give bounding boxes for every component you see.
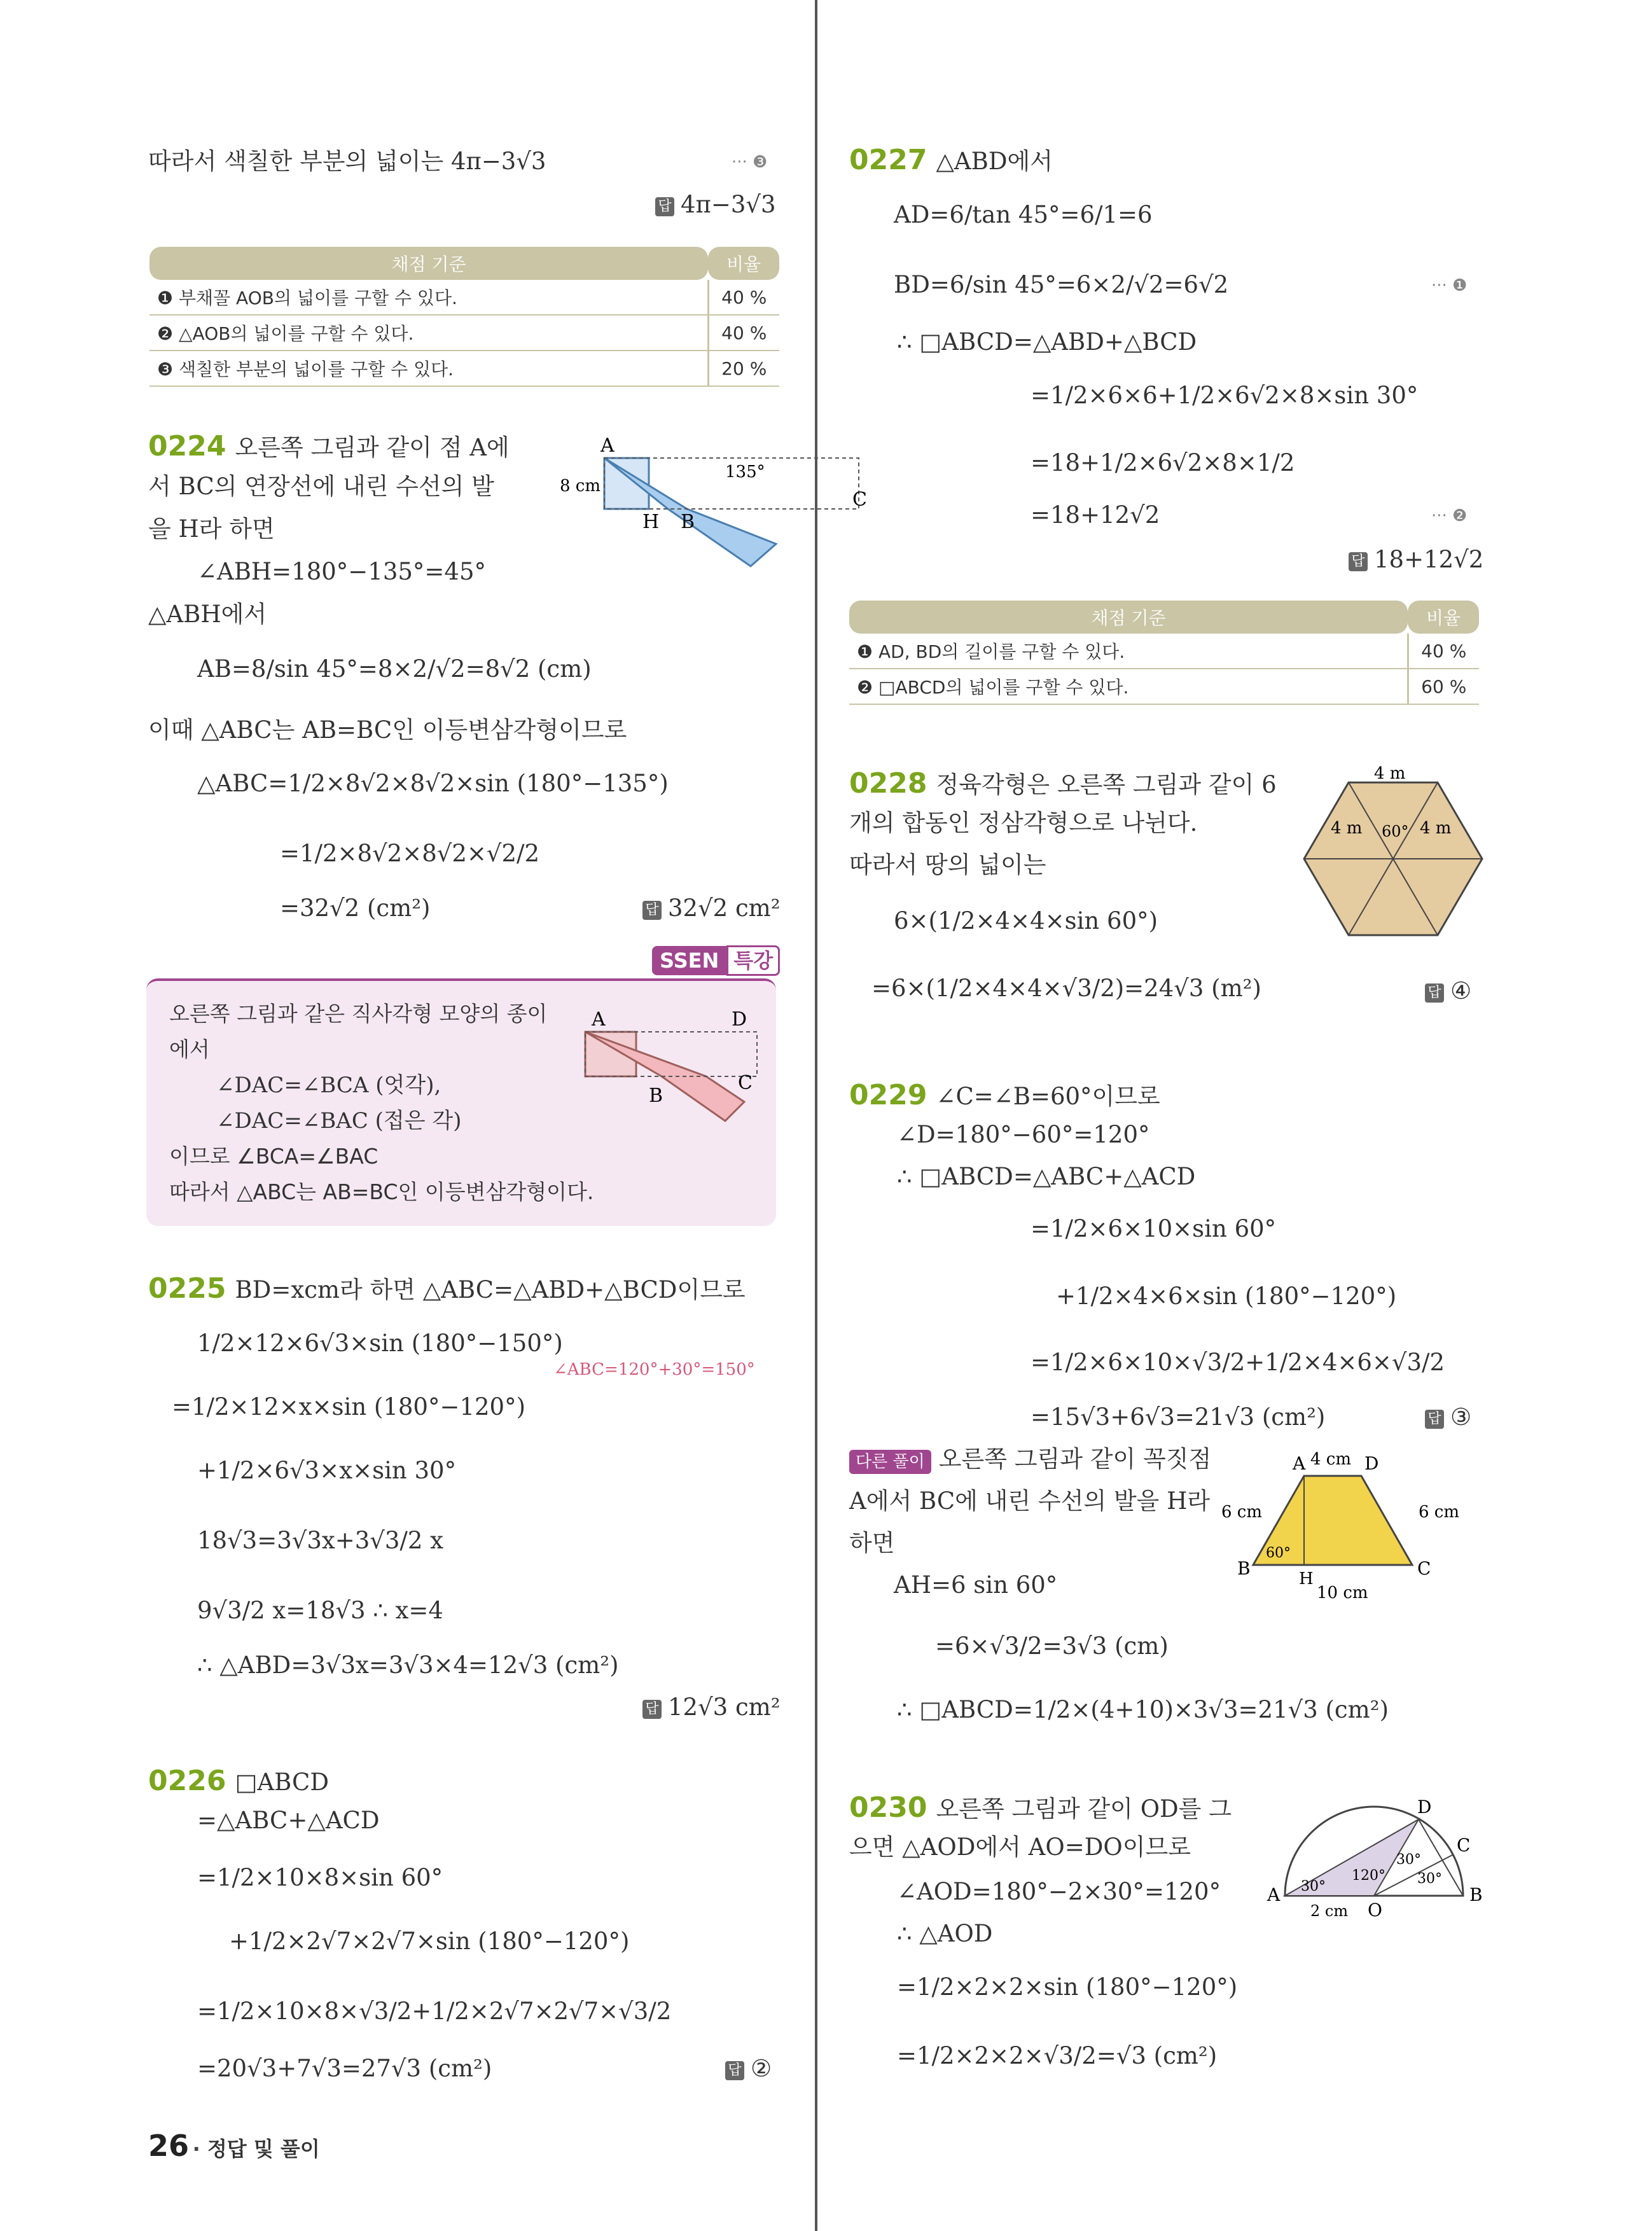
- fig-label: A: [592, 1008, 606, 1031]
- fig-label: 4 m: [1331, 819, 1363, 838]
- fig-label: 30°: [1396, 1852, 1421, 1868]
- alt-solution: 다른 풀이 오른쪽 그림과 같이 꼭짓점: [849, 1445, 1211, 1473]
- fig-label: C: [852, 489, 867, 511]
- text-line: ∴ △ABD=3√3x=3√3×4=12√3 (cm²): [197, 1651, 619, 1679]
- text-line: =1/2×2×2×sin (180°−120°): [897, 1973, 1238, 2001]
- answer: 답 ④: [1425, 977, 1471, 1004]
- text-line: ∴ □ABCD=△ABC+△ACD: [897, 1163, 1196, 1190]
- table-row: ❶ 부채꼴 AOB의 넓이를 구할 수 있다. 40 %: [149, 280, 779, 315]
- fig-label: D: [1417, 1797, 1432, 1817]
- text-line: =20√3+7√3=27√3 (cm²): [197, 2055, 492, 2082]
- fig-label: C: [738, 1072, 753, 1094]
- text-line: =15√3+6√3=21√3 (cm²): [1031, 1403, 1326, 1431]
- text-line: 오른쪽 그림과 같은 직사각형 모양의 종이: [169, 1001, 548, 1026]
- problem-0226: 0226 □ABCD: [148, 1765, 329, 1797]
- step-marker: ··· ❸: [732, 153, 768, 172]
- answer-icon: 답: [1349, 552, 1368, 571]
- fig-label: H: [1299, 1569, 1314, 1588]
- text-line: A에서 BC에 내린 수선의 발을 H라: [849, 1487, 1211, 1515]
- fig-label: C: [1457, 1835, 1471, 1856]
- text-line: △ABH에서: [148, 601, 267, 628]
- text-line: +1/2×6√3×x×sin 30°: [197, 1457, 457, 1484]
- page-title: 정답 및 풀이: [207, 2137, 320, 2161]
- fig-label: 60°: [1382, 823, 1409, 840]
- text-line: 이때 △ABC는 AB=BC인 이등변삼각형이므로: [148, 716, 627, 744]
- answer: 답 ③: [1425, 1403, 1471, 1431]
- fig-label: D: [1364, 1453, 1379, 1474]
- text-line: 따라서 △ABC는 AB=BC인 이등변삼각형이다.: [169, 1179, 594, 1204]
- fig-label: 135°: [725, 462, 765, 482]
- text-line: 을 H라 하면: [148, 515, 275, 543]
- text-line: =6×(1/2×4×4×√3/2)=24√3 (m²): [871, 975, 1261, 1002]
- text-line: =1/2×2×2×√3/2=√3 (cm²): [897, 2042, 1218, 2069]
- page-number: 26: [148, 2129, 190, 2163]
- step-marker: ··· ❷: [1431, 506, 1468, 525]
- text-line: =1/2×10×8×√3/2+1/2×2√7×2√7×√3/2: [197, 1998, 672, 2025]
- tip-box: [146, 978, 776, 1226]
- problem-0228: 0228 정육각형은 오른쪽 그림과 같이 6: [849, 767, 1277, 800]
- text-line: =1/2×12×x×sin (180°−120°): [172, 1393, 526, 1421]
- fig-label: D: [732, 1008, 747, 1031]
- fig-label: O: [1368, 1900, 1382, 1921]
- grading-table: [849, 601, 1479, 705]
- fig-label: 10 cm: [1317, 1583, 1368, 1602]
- text-line: =△ABC+△ACD: [197, 1807, 380, 1834]
- column-divider: [815, 0, 817, 2231]
- figure-0224: [541, 433, 867, 573]
- text-line: =1/2×10×8×sin 60°: [197, 1864, 443, 1891]
- grading-header-pct: 비율: [708, 247, 779, 280]
- text-line: 에서: [169, 1037, 210, 1062]
- answer-icon: 답: [642, 1700, 662, 1719]
- fig-label: C: [1417, 1558, 1431, 1579]
- problem-0227: 0227 △ABD에서: [849, 144, 1053, 176]
- text-line: ∴ □ABCD=△ABD+△BCD: [897, 328, 1197, 356]
- text-line: 18√3=3√3x+3√3/2 x: [197, 1527, 444, 1554]
- fig-label: 4 m: [1374, 764, 1406, 783]
- text-line: =18+1/2×6√2×8×1/2: [1031, 449, 1295, 476]
- grading-header: 채점 기준: [849, 601, 1408, 634]
- fig-label: 30°: [1301, 1879, 1326, 1894]
- text-line: 따라서 땅의 넓이는: [849, 851, 1046, 879]
- fig-label: 30°: [1417, 1871, 1442, 1887]
- text-line: AD=6/tan 45°=6/1=6: [894, 201, 1153, 228]
- fig-label: 8 cm: [560, 476, 601, 496]
- text-line: 하면: [849, 1529, 895, 1557]
- grading-header: 채점 기준: [149, 247, 708, 280]
- text-line: =18+12√2: [1031, 501, 1160, 529]
- table-row: ❷ □ABCD의 넓이를 구할 수 있다. 60 %: [849, 669, 1479, 704]
- text-line: =1/2×6×10×sin 60°: [1031, 1215, 1277, 1242]
- text-line: ∠AOD=180°−2×30°=120°: [897, 1878, 1221, 1905]
- text-line: ∠DAC=∠BAC (접은 각): [216, 1108, 462, 1134]
- text-line: 9√3/2 x=18√3 ∴ x=4: [197, 1597, 443, 1624]
- text-line: =1/2×6×10×√3/2+1/2×4×6×√3/2: [1031, 1349, 1445, 1376]
- text-line: 6×(1/2×4×4×sin 60°): [894, 907, 1158, 935]
- text-line: AH=6 sin 60°: [894, 1571, 1058, 1599]
- fig-label: B: [649, 1085, 663, 1107]
- figure-trapezoid: [1221, 1450, 1482, 1609]
- annotation-note: ∠ABC=120°+30°=150°: [553, 1360, 755, 1379]
- problem-0225: 0225 BD=xcm라 하면 △ABC=△ABD+△BCD이므로: [148, 1272, 746, 1305]
- text-line: ∴ △AOD: [897, 1920, 993, 1947]
- answer: 답 18+12√2: [1349, 546, 1483, 573]
- text-line: 이므로 ∠BCA=∠BAC: [169, 1144, 378, 1169]
- text-line: ∠DAC=∠BCA (엇각),: [216, 1073, 441, 1098]
- fig-label: B: [681, 511, 695, 533]
- answer: 답 ②: [725, 2055, 772, 2082]
- fig-label: A: [1293, 1453, 1306, 1474]
- table-row: ❶ AD, BD의 길이를 구할 수 있다. 40 %: [849, 634, 1479, 669]
- step-marker: ··· ❶: [1431, 276, 1468, 295]
- fig-label: 4 cm: [1310, 1450, 1352, 1469]
- problem-0230: 0230 오른쪽 그림과 같이 OD를 그: [849, 1791, 1232, 1824]
- fig-label: A: [1267, 1884, 1281, 1905]
- text-line: BD=6/sin 45°=6×2/√2=6√2: [894, 271, 1229, 298]
- fig-label: B: [1469, 1884, 1483, 1905]
- text-line: 으면 △AOD에서 AO=DO이므로: [849, 1833, 1191, 1861]
- answer: 답 32√2 cm²: [642, 894, 781, 922]
- answer-icon: 답: [1425, 983, 1444, 1003]
- text-line: △ABC=1/2×8√2×8√2×sin (180°−135°): [197, 770, 669, 797]
- text-line: 서 BC의 연장선에 내린 수선의 발: [148, 473, 494, 500]
- problem-0224: 0224 오른쪽 그림과 같이 점 A에: [148, 430, 510, 462]
- fig-label: A: [600, 434, 614, 457]
- fig-label: 2 cm: [1310, 1902, 1349, 1920]
- text-line: AB=8/sin 45°=8×2/√2=8√2 (cm): [197, 655, 592, 683]
- answer: 답 4π−3√3: [655, 191, 776, 218]
- answer-icon: 답: [655, 197, 674, 216]
- grading-table: [149, 247, 779, 387]
- text-line: ∴ □ABCD=1/2×(4+10)×3√3=21√3 (cm²): [897, 1696, 1389, 1723]
- problem-0229: 0229 ∠C=∠B=60°이므로: [849, 1079, 1160, 1111]
- text-line: =32√2 (cm²): [280, 894, 431, 922]
- answer-icon: 답: [642, 901, 662, 920]
- text-line: +1/2×2√7×2√7×sin (180°−120°): [229, 1928, 630, 1955]
- fig-label: 60°: [1266, 1545, 1291, 1561]
- ssen-badge: SSEN 특강: [652, 945, 780, 974]
- text-line: =1/2×8√2×8√2×√2/2: [280, 840, 539, 867]
- text-line: =6×√3/2=3√3 (cm): [935, 1632, 1169, 1660]
- text-line: +1/2×4×6×sin (180°−120°): [1056, 1282, 1397, 1310]
- fig-label: B: [1237, 1558, 1251, 1579]
- fig-label: 4 m: [1420, 819, 1452, 838]
- fig-label: 6 cm: [1419, 1503, 1460, 1522]
- answer: 답 12√3 cm²: [642, 1693, 781, 1721]
- text-line: 1/2×12×6√3×sin (180°−150°): [197, 1330, 563, 1357]
- text-line: =1/2×6×6+1/2×6√2×8×sin 30°: [1031, 382, 1419, 409]
- figure-hexagon: [1304, 764, 1482, 948]
- table-row: ❷ △AOB의 넓이를 구할 수 있다. 40 %: [149, 315, 779, 351]
- text-line: ∠ABH=180°−135°=45°: [197, 558, 487, 585]
- figure-fold: [579, 1006, 770, 1134]
- table-row: ❸ 색칠한 부분의 넓이를 구할 수 있다. 20 %: [149, 351, 779, 386]
- grading-header-pct: 비율: [1408, 601, 1479, 634]
- page-footer: 26 · 정답 및 풀이: [148, 2129, 320, 2163]
- text-line: 따라서 색칠한 부분의 넓이는 4π−3√3: [148, 148, 546, 175]
- text-line: 개의 합동인 정삼각형으로 나뉜다.: [849, 809, 1198, 837]
- figure-semicircle: [1267, 1794, 1483, 1921]
- answer-icon: 답: [1425, 1410, 1444, 1429]
- text-line: ∠D=180°−60°=120°: [897, 1121, 1150, 1148]
- fig-label: 120°: [1352, 1868, 1385, 1884]
- answer-icon: 답: [725, 2061, 744, 2080]
- alt-solution-tag: 다른 풀이: [849, 1450, 931, 1474]
- fig-label: H: [642, 511, 660, 533]
- fig-label: 6 cm: [1221, 1503, 1263, 1522]
